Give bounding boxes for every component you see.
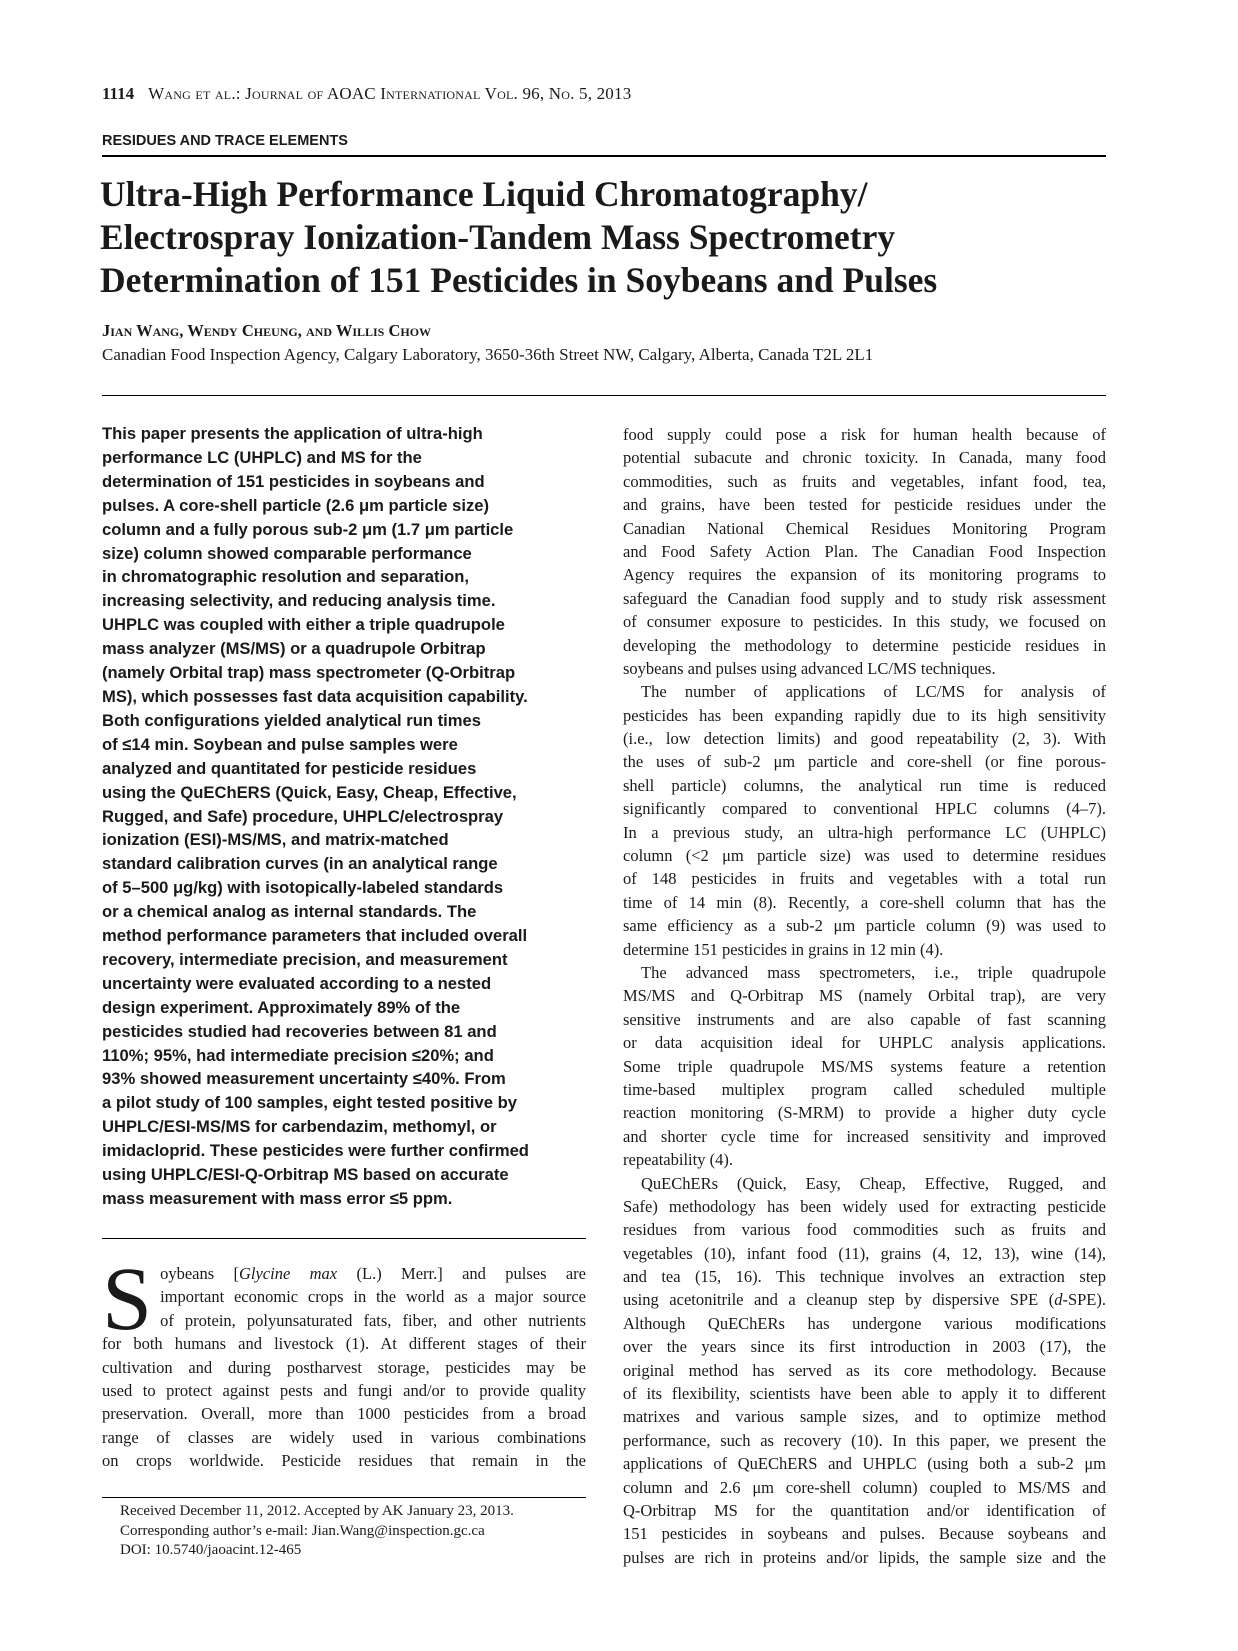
body-line: the uses of sub-2 μm particle and core-shell (or fine porous- bbox=[623, 752, 1106, 772]
drop-cap: S bbox=[102, 1250, 153, 1349]
affiliation: Canadian Food Inspection Agency, Calgary Laboratory, 3650-36th Street NW, Calgary, Alberta, Canada T2L 2L1 bbox=[102, 345, 874, 364]
abstract-line: size) column showed comparable performance bbox=[102, 543, 472, 563]
body-line: food supply could pose a risk for human health because of bbox=[623, 425, 1106, 444]
abstract-line: Both configurations yielded analytical run times bbox=[102, 710, 481, 730]
article-title bbox=[100, 173, 1100, 302]
body-line: range of classes are widely used in various combinations bbox=[102, 1427, 586, 1447]
body-line: soybeans and pulses using advanced LC/MS techniques. bbox=[623, 658, 996, 678]
body-line: cultivation and during postharvest storage, pesticides may be bbox=[102, 1357, 586, 1377]
body-line: determine 151 pesticides in grains in 12 min (4). bbox=[623, 939, 944, 959]
authors: Jian Wang, Wendy Cheung, and Willis Chow bbox=[102, 321, 432, 340]
abstract-line: of ≤14 min. Soybean and pulse samples were bbox=[102, 734, 458, 754]
title-rule bbox=[102, 395, 1106, 396]
body-line: and tea (15, 16). This technique involves an extraction step bbox=[623, 1267, 1106, 1287]
abstract-line: UHPLC/ESI-MS/MS for carbendazim, methomyl, or bbox=[102, 1117, 497, 1137]
abstract-line: pulses. A core-shell particle (2.6 μm particle size) bbox=[102, 495, 490, 515]
body-line: performance, such as recovery (10). In this paper, we present the bbox=[623, 1430, 1106, 1450]
abstract-line: increasing selectivity, and reducing analysis time. bbox=[102, 591, 496, 611]
footnote-doi: DOI: 10.5740/jaoacint.12-465 bbox=[120, 1542, 302, 1559]
abstract-line: using the QuEChERS (Quick, Easy, Cheap, Effective, bbox=[102, 782, 517, 802]
body-line: same efficiency as a sub-2 μm particle column (9) was used to bbox=[623, 916, 1106, 936]
abstract-line: or a chemical analog as internal standards. The bbox=[102, 902, 477, 922]
body-line: column and 2.6 μm core-shell column) coupled to MS/MS and bbox=[623, 1477, 1106, 1497]
abstract-line: uncertainty were evaluated according to a nested bbox=[102, 973, 492, 993]
body-line: commodities, such as fruits and vegetables, infant food, tea, bbox=[623, 471, 1106, 491]
body-line: column (<2 μm particle size) was used to determine residues bbox=[623, 846, 1106, 866]
body-line: potential subacute and chronic toxicity. In Canada, many food bbox=[623, 448, 1106, 468]
abstract-line: imidacloprid. These pesticides were further confirmed bbox=[102, 1141, 529, 1161]
abstract-line: pesticides studied had recoveries between 81 and bbox=[102, 1021, 497, 1041]
body-line: repeatability (4). bbox=[623, 1150, 733, 1170]
body-line: Safe) methodology has been widely used for extracting pesticide bbox=[623, 1196, 1106, 1216]
intro-left-column bbox=[102, 1250, 586, 1473]
body-line: shell particle) columns, the analytical run time is reduced bbox=[623, 775, 1106, 795]
abstract-line: mass analyzer (MS/MS) or a quadrupole Orbitrap bbox=[102, 639, 486, 659]
intro-right-column bbox=[623, 423, 1106, 1569]
section-label: RESIDUES AND TRACE ELEMENTS bbox=[102, 133, 348, 149]
body-line: In a previous study, an ultra-high performance LC (UHPLC) bbox=[623, 822, 1106, 842]
abstract-rule bbox=[102, 1238, 586, 1239]
abstract-line: using UHPLC/ESI-Q-Orbitrap MS based on accurate bbox=[102, 1165, 509, 1185]
running-head bbox=[102, 84, 631, 104]
body-line: time-based multiplex program called scheduled multiple bbox=[623, 1079, 1106, 1099]
body-line: and grains, have been tested for pesticide residues under the bbox=[623, 495, 1106, 515]
body-line: or data acquisition ideal for UHPLC analysis applications. bbox=[623, 1033, 1106, 1053]
body-line: Canadian National Chemical Residues Monitoring Program bbox=[623, 518, 1106, 538]
abstract-line: This paper presents the application of ultra-high bbox=[102, 424, 483, 443]
abstract-line: MS), which possesses fast data acquisition capability. bbox=[102, 686, 528, 706]
body-line: of its flexibility, scientists have been able to apply it to different bbox=[623, 1384, 1106, 1404]
abstract-line: UHPLC was coupled with either a triple quadrupole bbox=[102, 615, 505, 635]
body-line: of 148 pesticides in fruits and vegetables with a total run bbox=[623, 869, 1106, 889]
running-title: Wang et al.: Journal of AOAC International Vol. 96, No. 5, 2013 bbox=[148, 84, 632, 103]
body-line: and Food Safety Action Plan. The Canadian Food Inspection bbox=[623, 541, 1106, 561]
body-line: pesticides has been expanding rapidly due to its high sensitivity bbox=[623, 705, 1106, 725]
abstract-line: design experiment. Approximately 89% of the bbox=[102, 997, 461, 1017]
body-line: oybeans [Glycine max (L.) Merr.] and pulses are bbox=[160, 1264, 586, 1283]
body-line: using acetonitrile and a cleanup step by dispersive SPE (d-SPE). bbox=[623, 1290, 1106, 1310]
footnote bbox=[120, 1502, 514, 1561]
abstract-line: (namely Orbital trap) mass spectrometer (Q-Orbitrap bbox=[102, 663, 516, 683]
body-line: MS/MS and Q-Orbitrap MS (namely Orbital trap), are very bbox=[623, 986, 1106, 1006]
body-line: matrixes and various sample sizes, and to optimize method bbox=[623, 1407, 1106, 1427]
body-line: 151 pesticides in soybeans and pulses. Because soybeans and bbox=[623, 1524, 1106, 1544]
body-line: developing the methodology to determine pesticide residues in bbox=[623, 635, 1106, 655]
title-line: Electrospray Ionization-Tandem Mass Spectrometry bbox=[100, 217, 896, 257]
body-line: QuEChERs (Quick, Easy, Cheap, Effective, Rugged, and bbox=[641, 1173, 1106, 1193]
abstract-line: Rugged, and Safe) procedure, UHPLC/electrospray bbox=[102, 806, 504, 826]
body-line: over the years since its first introduction in 2003 (17), the bbox=[623, 1337, 1106, 1357]
body-line: (i.e., low detection limits) and good repeatability (2, 3). With bbox=[623, 729, 1106, 749]
body-line: significantly compared to conventional HPLC columns (4–7). bbox=[623, 799, 1106, 819]
body-line: on crops worldwide. Pesticide residues that remain in the bbox=[102, 1451, 586, 1471]
body-line: Although QuEChERs has undergone various modifications bbox=[623, 1313, 1106, 1333]
abstract-line: 93% showed measurement uncertainty ≤40%. From bbox=[102, 1069, 506, 1089]
body-line: and shorter cycle time for increased sensitivity and improved bbox=[623, 1126, 1106, 1146]
body-line: residues from various food commodities such as fruits and bbox=[623, 1220, 1106, 1240]
body-line: pulses are rich in proteins and/or lipids, the sample size and the bbox=[623, 1547, 1106, 1567]
abstract bbox=[102, 422, 602, 1211]
body-line: Some triple quadrupole MS/MS systems feature a retention bbox=[623, 1056, 1106, 1076]
footnote-rule bbox=[102, 1497, 586, 1498]
abstract-line: a pilot study of 100 samples, eight tested positive by bbox=[102, 1093, 517, 1113]
abstract-line: mass measurement with mass error ≤5 ppm. bbox=[102, 1189, 453, 1208]
body-line: of consumer exposure to pesticides. In this study, we focused on bbox=[623, 612, 1106, 632]
body-line: important economic crops in the world as a major source bbox=[160, 1287, 586, 1307]
body-line: used to protect against pests and fungi and/or to provide quality bbox=[102, 1380, 586, 1400]
abstract-line: recovery, intermediate precision, and measurement bbox=[102, 949, 508, 969]
page-number: 1114 bbox=[102, 84, 135, 103]
body-line: reaction monitoring (S-MRM) to provide a higher duty cycle bbox=[623, 1103, 1106, 1123]
abstract-line: method performance parameters that included overall bbox=[102, 926, 528, 946]
title-line: Ultra-High Performance Liquid Chromatography/ bbox=[100, 174, 868, 214]
footnote-email: Corresponding author’s e-mail: Jian.Wang@inspection.gc.ca bbox=[120, 1522, 485, 1539]
body-line: preservation. Overall, more than 1000 pesticides from a broad bbox=[102, 1404, 586, 1424]
abstract-line: standard calibration curves (in an analytical range bbox=[102, 854, 498, 874]
body-line: sensitive instruments and are also capable of fast scanning bbox=[623, 1009, 1106, 1029]
footnote-received: Received December 11, 2012. Accepted by AK January 23, 2013. bbox=[120, 1503, 514, 1519]
abstract-line: of 5–500 μg/kg) with isotopically-labeled standards bbox=[102, 878, 504, 898]
abstract-line: performance LC (UHPLC) and MS for the bbox=[102, 447, 422, 467]
abstract-line: determination of 151 pesticides in soybeans and bbox=[102, 471, 485, 491]
body-line: time of 14 min (8). Recently, a core-shell column that has the bbox=[623, 892, 1106, 912]
body-line: The advanced mass spectrometers, i.e., triple quadrupole bbox=[641, 962, 1106, 982]
body-line: original method has served as its core methodology. Because bbox=[623, 1360, 1106, 1380]
body-line: applications of QuEChERS and UHPLC (using both a sub-2 μm bbox=[623, 1454, 1106, 1474]
title-line: Determination of 151 Pesticides in Soybeans and Pulses bbox=[100, 260, 938, 300]
header-rule bbox=[102, 155, 1106, 157]
abstract-line: 110%; 95%, had intermediate precision ≤20%; and bbox=[102, 1045, 494, 1065]
body-line: for both humans and livestock (1). At different stages of their bbox=[102, 1334, 586, 1354]
body-line: of protein, polyunsaturated fats, fiber, and other nutrients bbox=[160, 1310, 586, 1330]
abstract-line: ionization (ESI)-MS/MS, and matrix-matched bbox=[102, 830, 449, 850]
abstract-line: analyzed and quantitated for pesticide residues bbox=[102, 758, 477, 778]
body-line: safeguard the Canadian food supply and to study risk assessment bbox=[623, 588, 1106, 608]
body-line: vegetables (10), infant food (11), grains (4, 12, 13), wine (14), bbox=[623, 1243, 1106, 1263]
abstract-line: in chromatographic resolution and separation, bbox=[102, 567, 469, 587]
body-line: The number of applications of LC/MS for analysis of bbox=[641, 682, 1106, 702]
abstract-line: column and a fully porous sub-2 μm (1.7 μm particle bbox=[102, 519, 514, 539]
body-line: Q-Orbitrap MS for the quantitation and/or identification of bbox=[623, 1500, 1106, 1520]
body-line: Agency requires the expansion of its monitoring programs to bbox=[623, 565, 1106, 585]
